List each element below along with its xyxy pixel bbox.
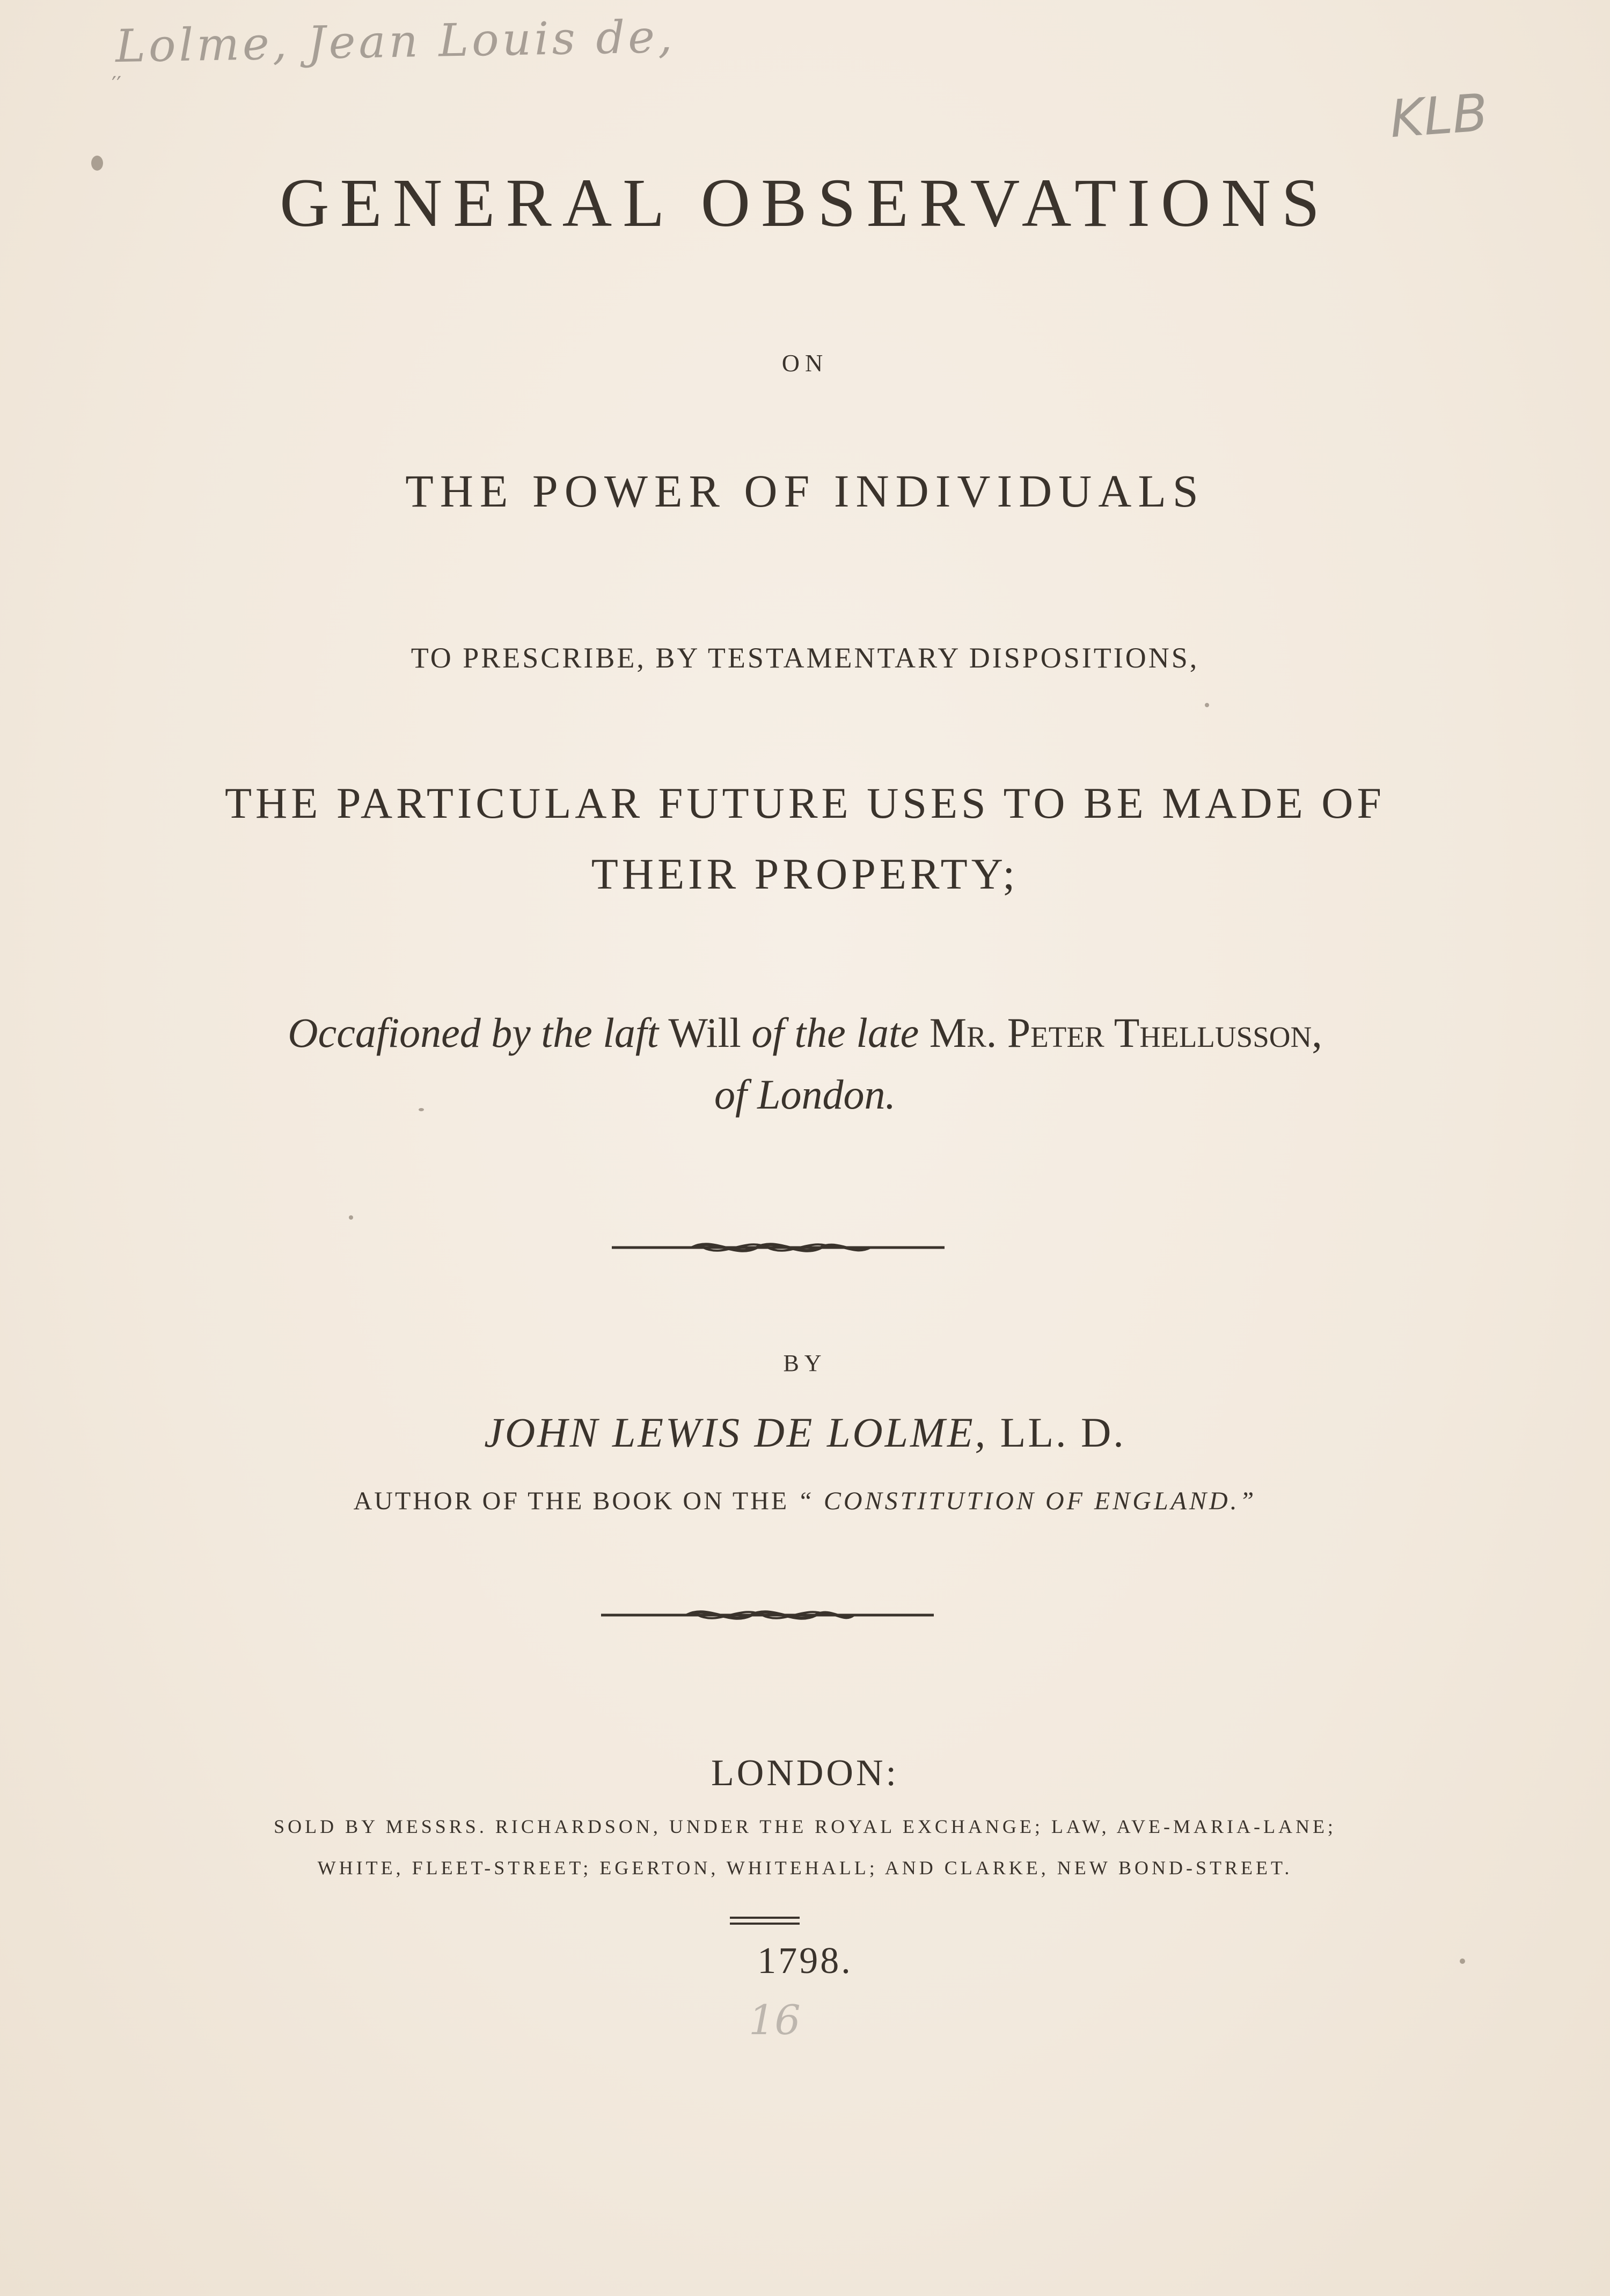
occasion-statement: [0, 1009, 1610, 1057]
subtitle-line-2: THEIR PROPERTY;: [591, 849, 1019, 898]
handwritten-shelfmark: KLB: [1388, 82, 1490, 150]
occasion-place: of London.: [714, 1071, 896, 1118]
author-degree: LL. D.: [1000, 1409, 1126, 1456]
occasion-italic-1: Occafioned by the laft: [288, 1009, 659, 1056]
paper-foxing: [1205, 703, 1209, 707]
occasion-italic-2: of the late: [751, 1009, 919, 1056]
book-title: GENERAL OBSERVATIONS: [280, 165, 1330, 241]
handwritten-author-note: Lolme, Jean Louis de,: [115, 10, 676, 73]
author-name: JOHN LEWIS DE LOLME,: [484, 1409, 988, 1456]
publication-date: 1798.: [757, 1940, 853, 1982]
imprint-sellers-line-1: SOLD BY MESSRS. RICHARDSON, UNDER THE ROYAL EXCHANGE; LAW, AVE-MARIA-LANE;: [274, 1816, 1336, 1837]
imprint-sellers-line-2: WHITE, FLEET-STREET; EGERTON, WHITEHALL; AND CLARKE, NEW BOND-STREET.: [317, 1857, 1293, 1879]
occasion-roman-2: Mr. Peter Thellusson,: [929, 1009, 1322, 1056]
author-credit-title: “ CONSTITUTION OF ENGLAND.”: [797, 1487, 1257, 1515]
author-credit-prefix: AUTHOR OF THE BOOK ON THE: [353, 1487, 789, 1515]
title-connector: ON: [781, 349, 829, 377]
imprint-place: LONDON:: [711, 1752, 899, 1794]
handwritten-number: 16: [749, 1996, 801, 2044]
paper-foxing: [91, 156, 103, 171]
double-rule: [730, 1917, 800, 1928]
subtitle-line-1: THE PARTICULAR FUTURE USES TO BE MADE OF: [224, 779, 1386, 827]
subtitle-continuation: TO PRESCRIBE, BY TESTAMENTARY DISPOSITIONS,: [411, 642, 1199, 674]
handwritten-mark: ′′: [112, 72, 122, 97]
paper-foxing: [349, 1215, 353, 1220]
ornament-rule-top: [612, 1234, 945, 1261]
occasion-statement-line-2: [0, 1070, 1610, 1119]
author-credit: [0, 1486, 1610, 1516]
byline-label: BY: [783, 1350, 827, 1376]
paper-foxing: [1460, 1958, 1465, 1964]
paper-foxing: [419, 1108, 424, 1111]
book-subtitle: THE POWER OF INDIVIDUALS: [405, 465, 1205, 517]
author-line: [0, 1409, 1610, 1457]
occasion-roman-1: Will: [668, 1009, 741, 1056]
ornament-rule-bottom: [601, 1602, 934, 1629]
